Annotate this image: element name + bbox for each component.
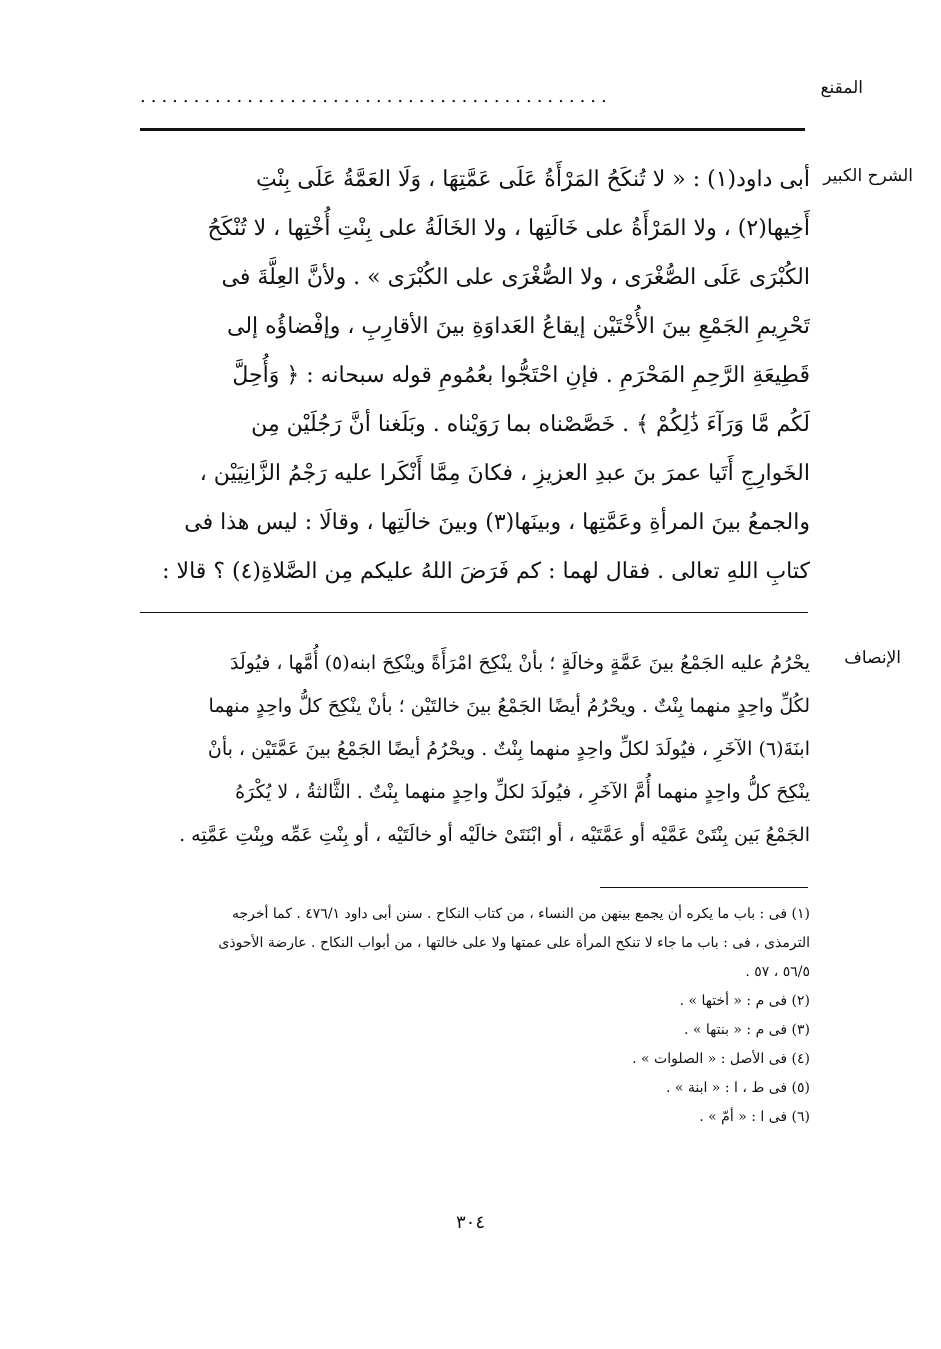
insaf-line: ابنَةَ(٦) الآخَرِ ، فيُولَدَ لكلِّ واحِدٍ منهما بِنْتٌ . ويحْرُمُ أيضًا الجَمْعُ بينَ عَمَّتَيْن ، بأنْ [207,738,810,760]
section-label-insaf: الإنصاف [844,648,901,668]
footnote-line: (٥) فى ط ، ا : « ابنة » . [665,1080,810,1096]
sharh-line: الكُبْرَى عَلَى الصُّغْرَى ، ولا الصُّغْرَى على الكُبْرَى » . ولأنَّ العِلَّةَ فى [221,265,810,290]
header-rule [140,128,805,131]
sharh-line: لَكُم مَّا وَرَآءَ ذَٰلِكُمْ ﴾ . خَصَّصْناه بما رَوَيْناه . وبَلَغنا أنَّ رَجُلَيْن مِن [251,412,810,437]
footnote-line: الترمذى ، فى : باب ما جاء لا تنكح المرأة على عمتها ولا على خالتها ، من أبواب النكاح . عارضة الأحوذى [218,935,810,951]
section-divider [140,612,808,613]
sharh-line: أَخِيها(٢) ، ولا المَرْأَةُ على خَالَتِها ، ولا الخَالَةُ على بِنْتِ أُخْتِها ، لا تُنْكَحُ [207,216,810,241]
sharh-line: قَطِيعَةِ الرَّحِمِ المَحْرَمِ . فإنِ احْتَجُّوا بعُمُومِ قوله سبحانه : ﴿ وَأُحِلَّ [232,363,810,388]
insaf-line: يحْرُمُ عليه الجَمْعُ بينَ عَمَّةٍ وخالَةٍ ؛ بأنْ ينْكِحَ امْرَأَةً وينْكِحَ ابنه(٥) أُمَّها ، فيُولَدَ [229,652,810,674]
footnote-line: ٥٦/٥ ، ٥٧ . [745,964,810,980]
footnote-line: (٦) فى ا : « أمّ » . [699,1109,810,1125]
sharh-line: والجمعُ بينَ المرأةِ وعَمَّتِها ، وبينَها(٣) وبينَ خالَتِها ، وقالَا : ليس هذا فى [184,510,810,535]
insaf-line: لكُلِّ واحِدٍ منهما بِنْتٌ . ويحْرُمُ أيضًا الجَمْعُ بينَ خالتَيْن ؛ بأنْ ينْكِحَ كلُّ واحِدٍ منهما [208,695,810,717]
insaf-line: ينْكِحَ كلُّ واحِدٍ منهما أُمَّ الآخَرِ ، فيُولَدَ لكلِّ واحِدٍ منهما بِنْتٌ . الثَّالثةُ ، لا يُكْرَهُ [235,781,810,803]
footnote-rule [600,887,808,888]
footnote-line: (٤) فى الأصل : « الصلوات » . [632,1051,810,1067]
sharh-text-block [138,155,810,596]
footnote-line: (٢) فى م : « أختها » . [679,993,810,1009]
header-dotted-leader: ............................................ [140,86,612,106]
sharh-line: أبى داود(١) : « لا تُنكَحُ المَرْأَةُ عَلَى عَمَّتِهَا ، وَلَا العَمَّةُ عَلَى بِنْتِ [255,167,810,192]
insaf-line: الجَمْعُ بَين بِنْتَىْ عَمَّيْه أو عَمَّتَيْه ، أو ابْنَتَىْ خالَيْه أو خالَتَيْه ، أو بِنْتِ عَمِّه وبِنْتِ عَمَّتِه . [179,824,810,846]
sharh-line: تَحْرِيمِ الجَمْعِ بينَ الأُخْتَيْن إيقاعُ العَداوَةِ بينَ الأقارِبِ ، وإفْضاؤُه إلى [227,314,810,339]
page-number: ٣٠٤ [455,1212,485,1233]
footnotes-block [140,900,810,1132]
footnote-line: (٣) فى م : « بنتها » . [683,1022,810,1038]
section-label-sharh: الشرح الكبير [823,166,913,186]
running-header-title: المقنع [820,78,863,98]
footnote-line: (١) فى : باب ما يكره أن يجمع بينهن من النساء ، من كتاب النكاح . سنن أبى داود ٤٧٦/١ . كما أخرجه [232,906,810,922]
sharh-line: الخَوارِجِ أَتَيا عمرَ بنَ عبدِ العزيزِ ، فكانَ مِمَّا أَنْكَرا عليه رَجْمُ الزَّانِيَيْن ، [199,461,810,486]
insaf-text-block [138,642,810,857]
sharh-line: كتابِ اللهِ تعالى . فقال لهما : كم فَرَضَ اللهُ عليكم مِن الصَّلاةِ(٤) ؟ قالا : [162,559,810,584]
